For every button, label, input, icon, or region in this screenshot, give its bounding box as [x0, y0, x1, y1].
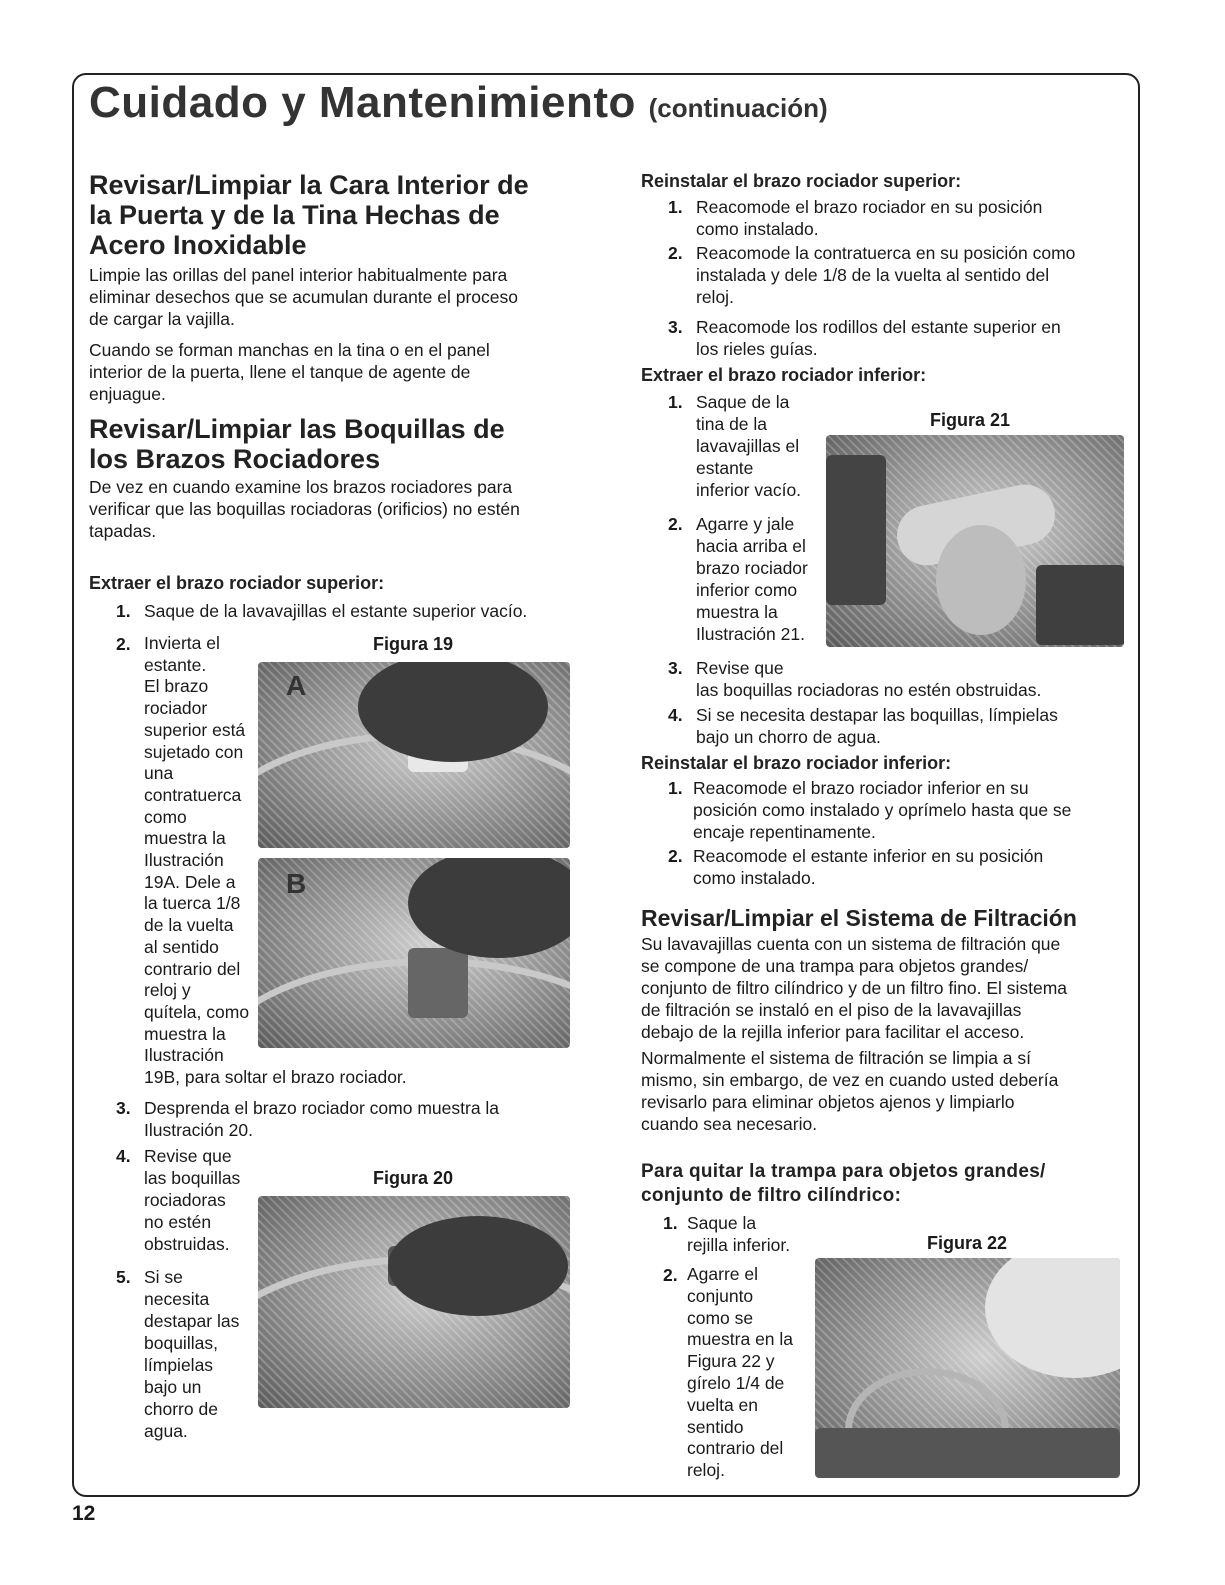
text-line: debajo de la rejilla inferior para facilitar el acceso.	[641, 1022, 1025, 1042]
text-line: inferior vacío.	[696, 480, 802, 500]
hand	[408, 858, 570, 958]
text-line: contrario del	[144, 958, 241, 979]
step-number: 1.	[668, 392, 683, 412]
heading-line: Acero Inoxidable	[89, 230, 307, 260]
step-number: 2.	[663, 1265, 678, 1285]
text-line: brazo rociador	[696, 558, 808, 578]
text-line: de la vuelta	[144, 915, 234, 936]
step-text	[687, 1264, 793, 1482]
text-line: chorro de	[144, 1399, 218, 1419]
text-line: de filtración se instaló en el piso de la lavavajillas	[641, 1000, 1022, 1020]
text-line: Reacomode el brazo rociador en su posición	[696, 197, 1043, 217]
text-line: agua.	[144, 1421, 188, 1441]
text-line: revisarlo para eliminar objetos ajenos y limpiarlo	[641, 1092, 1015, 1112]
text-line: Desprenda el brazo rociador como muestra la	[144, 1098, 500, 1118]
page-title-main: Cuidado y Mantenimiento	[89, 78, 636, 127]
tub-floor	[1036, 565, 1124, 645]
text-line: se compone de una trampa para objetos grandes/	[641, 956, 1029, 976]
text-line: límpielas	[144, 1355, 214, 1375]
text-line: reloj.	[696, 287, 734, 307]
step-number: 1.	[668, 778, 683, 798]
heading-line: la Puerta y de la Tina Hechas de	[89, 200, 500, 230]
subheading-reinstalar-superior: Reinstalar el brazo rociador superior:	[641, 171, 962, 191]
step-number: 2.	[668, 514, 683, 534]
figure-19a-photo	[258, 662, 570, 848]
heading-line: conjunto de filtro cilíndrico:	[641, 1185, 902, 1206]
section-heading-door-tub	[89, 170, 589, 260]
paragraph	[89, 339, 589, 405]
text-line: inferior como	[696, 580, 798, 600]
text-line: rociador	[144, 698, 208, 719]
step-text	[144, 1266, 239, 1442]
text-line: instalada y dele 1/8 de la vuelta al sentido del	[696, 265, 1050, 285]
figure-21-photo	[826, 435, 1124, 647]
text-line: Saque de la	[696, 392, 790, 412]
step-number: 2.	[668, 846, 683, 866]
text-line: Si se necesita destapar las boquillas, límpielas	[696, 705, 1058, 725]
figure-20-label: Figura 20	[373, 1168, 454, 1188]
text-line: reloj.	[687, 1460, 725, 1481]
text-line: necesita	[144, 1289, 210, 1309]
text-line: como	[144, 806, 187, 827]
text-line: Agarre el	[687, 1264, 759, 1284]
step-number: 4.	[668, 705, 683, 725]
text-line: las boquillas rociadoras no estén obstruidas.	[696, 680, 1042, 700]
text-line: como instalado.	[693, 868, 816, 888]
step-text	[693, 845, 1043, 889]
text-line: conjunto de filtro cilíndrico y de un filtro fino. El sistema	[641, 978, 1068, 998]
step-number: 2.	[668, 243, 683, 263]
text-line: enjuague.	[89, 384, 166, 404]
text-line: Ilustración 21.	[696, 624, 805, 644]
text-line: estante	[696, 458, 754, 478]
text-line: superior está	[144, 719, 246, 740]
text-line: al sentido	[144, 936, 219, 957]
text-line: Saque la	[687, 1213, 757, 1233]
step-number: 1.	[116, 601, 131, 621]
text-line: eliminar desechos que se acumulan durante el proceso	[89, 287, 519, 307]
subheading-extraer-superior: Extraer el brazo rociador superior:	[89, 573, 385, 593]
step-number: 4.	[116, 1146, 131, 1166]
text-line: como se	[687, 1307, 754, 1328]
text-line: Limpie las orillas del panel interior habitualmente para	[89, 265, 508, 285]
step-text	[696, 391, 801, 501]
text-line: vuelta en	[687, 1394, 759, 1415]
step-number: 3.	[668, 317, 683, 337]
section-door-tub	[89, 170, 589, 542]
text-line: Ilustración	[144, 1045, 224, 1066]
figure-20-photo	[258, 1196, 570, 1408]
text-line: muestra la	[696, 602, 778, 622]
text-line: Ilustración 20.	[144, 1120, 253, 1140]
text-line: las boquillas	[144, 1168, 241, 1188]
text-line: hacia arriba el	[696, 536, 806, 556]
text-line: quítela, como	[144, 1001, 250, 1022]
text-line: De vez en cuando examine los brazos rociadores para	[89, 477, 513, 497]
text-line: 19A. Dele a	[144, 871, 236, 892]
text-line: El brazo	[144, 676, 209, 697]
text-line: verificar que las boquillas rociadoras (orificios) no estén	[89, 499, 520, 519]
heading-line: los Brazos Rociadores	[89, 444, 381, 474]
text-line: una	[144, 763, 174, 784]
step-text	[144, 633, 407, 1089]
page-number: 12	[72, 1502, 96, 1525]
text-line: Reacomode los rodillos del estante superior en	[696, 317, 1061, 337]
text-line: rociadoras	[144, 1190, 226, 1210]
hand	[936, 525, 1026, 635]
step-number: 2.	[116, 634, 131, 654]
text-line: Ilustración	[144, 850, 224, 871]
step-text	[696, 196, 1042, 240]
text-line: gírelo 1/4 de	[687, 1372, 785, 1393]
text-line: Revise que	[144, 1146, 232, 1166]
paragraph	[89, 476, 589, 542]
text-line: conjunto	[687, 1285, 754, 1306]
step-text	[693, 777, 1071, 843]
text-line: contrario del	[687, 1438, 784, 1459]
figure-21-label: Figura 21	[930, 410, 1011, 430]
step-text	[144, 1145, 240, 1255]
text-line: Figura 22 y	[687, 1351, 775, 1372]
figure-22-photo	[815, 1258, 1120, 1478]
text-line: Reacomode el estante inferior en su posición	[693, 846, 1044, 866]
hand	[388, 1216, 568, 1316]
text-line: Revise que	[696, 658, 784, 678]
tub-wall	[826, 455, 886, 605]
text-line: 19B, para soltar el brazo rociador.	[144, 1067, 407, 1088]
step-text	[144, 1097, 499, 1141]
text-line: Agarre y jale	[696, 514, 795, 534]
text-line: estante.	[144, 654, 207, 675]
section-heading-filtracion: Revisar/Limpiar el Sistema de Filtración	[641, 905, 1077, 931]
text-line: encaje repentinamente.	[693, 822, 876, 842]
heading-line: Para quitar la trampa para objetos grandes/	[641, 1161, 1046, 1182]
text-line: cuando sea necesario.	[641, 1114, 818, 1134]
paragraph	[641, 1047, 1058, 1135]
text-line: Reacomode el brazo rociador inferior en su	[693, 778, 1029, 798]
subheading-quitar-trampa	[641, 1160, 1046, 1208]
text-line: Invierta el	[144, 633, 220, 653]
text-line: tapadas.	[89, 521, 157, 541]
figure-19b-photo	[258, 858, 570, 1048]
text-line: Si se	[144, 1267, 183, 1287]
text-line: los rieles guías.	[696, 339, 818, 359]
step-text	[696, 513, 808, 645]
text-line: obstruidas.	[144, 1234, 230, 1254]
page-title-suffix: (continuación)	[648, 93, 828, 123]
text-line: Cuando se forman manchas en la tina o en el panel	[89, 340, 490, 360]
step-text	[696, 242, 1075, 308]
tub-floor	[815, 1428, 1120, 1478]
text-line: no estén	[144, 1212, 212, 1232]
figure-letter-b: B	[286, 868, 307, 899]
step-number: 1.	[663, 1213, 678, 1233]
step-text	[696, 704, 1058, 748]
text-line: sujetado con	[144, 741, 244, 762]
step-text	[696, 657, 1041, 701]
text-line: sentido	[687, 1416, 744, 1437]
text-line: bajo un chorro de agua.	[696, 727, 881, 747]
step-number: 3.	[668, 658, 683, 678]
step-number: 3.	[116, 1098, 131, 1118]
subheading-reinstalar-inferior: Reinstalar el brazo rociador inferior:	[641, 753, 952, 773]
text-line: muestra la	[144, 828, 226, 849]
text-line: de cargar la vajilla.	[89, 309, 235, 329]
step-text	[687, 1212, 790, 1256]
heading-line: Revisar/Limpiar las Boquillas de	[89, 414, 505, 444]
text-line: la tuerca 1/8	[144, 893, 241, 914]
text-line: reloj y	[144, 980, 191, 1001]
figure-22-label: Figura 22	[927, 1233, 1008, 1253]
subheading-extraer-inferior: Extraer el brazo rociador inferior:	[641, 365, 927, 385]
text-line: como instalado.	[696, 219, 819, 239]
text-line: posición como instalado y oprímelo hasta que se	[693, 800, 1072, 820]
page-title	[89, 78, 828, 128]
text-line: rejilla inferior.	[687, 1235, 791, 1255]
text-line: Reacomode la contratuerca en su posición como	[696, 243, 1076, 263]
section-heading-nozzles	[89, 414, 589, 474]
text-line: destapar las	[144, 1311, 240, 1331]
text-line: contratuerca	[144, 784, 242, 805]
paragraph	[89, 264, 589, 330]
text-line: Su lavavajillas cuenta con un sistema de filtración que	[641, 934, 1061, 954]
text-line: muestra la	[144, 1023, 226, 1044]
text-line: Normalmente el sistema de filtración se limpia a sí	[641, 1048, 1032, 1068]
paragraph	[641, 933, 1067, 1043]
text-line: lavavajillas el	[696, 436, 800, 456]
text-line: boquillas,	[144, 1333, 218, 1353]
figure-19-label: Figura 19	[373, 634, 454, 654]
step-number: 1.	[668, 197, 683, 217]
text-line: bajo un	[144, 1377, 202, 1397]
step-text: Saque de la lavavajillas el estante superior vacío.	[144, 601, 528, 621]
figure-letter-a: A	[286, 670, 307, 701]
text-line: muestra en la	[687, 1329, 794, 1350]
text-line: tina de la	[696, 414, 768, 434]
step-number: 5.	[116, 1267, 131, 1287]
step-text	[696, 316, 1061, 360]
heading-line: Revisar/Limpiar la Cara Interior de	[89, 170, 529, 200]
hand	[985, 1258, 1120, 1378]
text-line: interior de la puerta, llene el tanque de agente de	[89, 362, 471, 382]
spray-nut	[408, 948, 468, 1018]
text-line: mismo, sin embargo, de vez en cuando usted debería	[641, 1070, 1059, 1090]
